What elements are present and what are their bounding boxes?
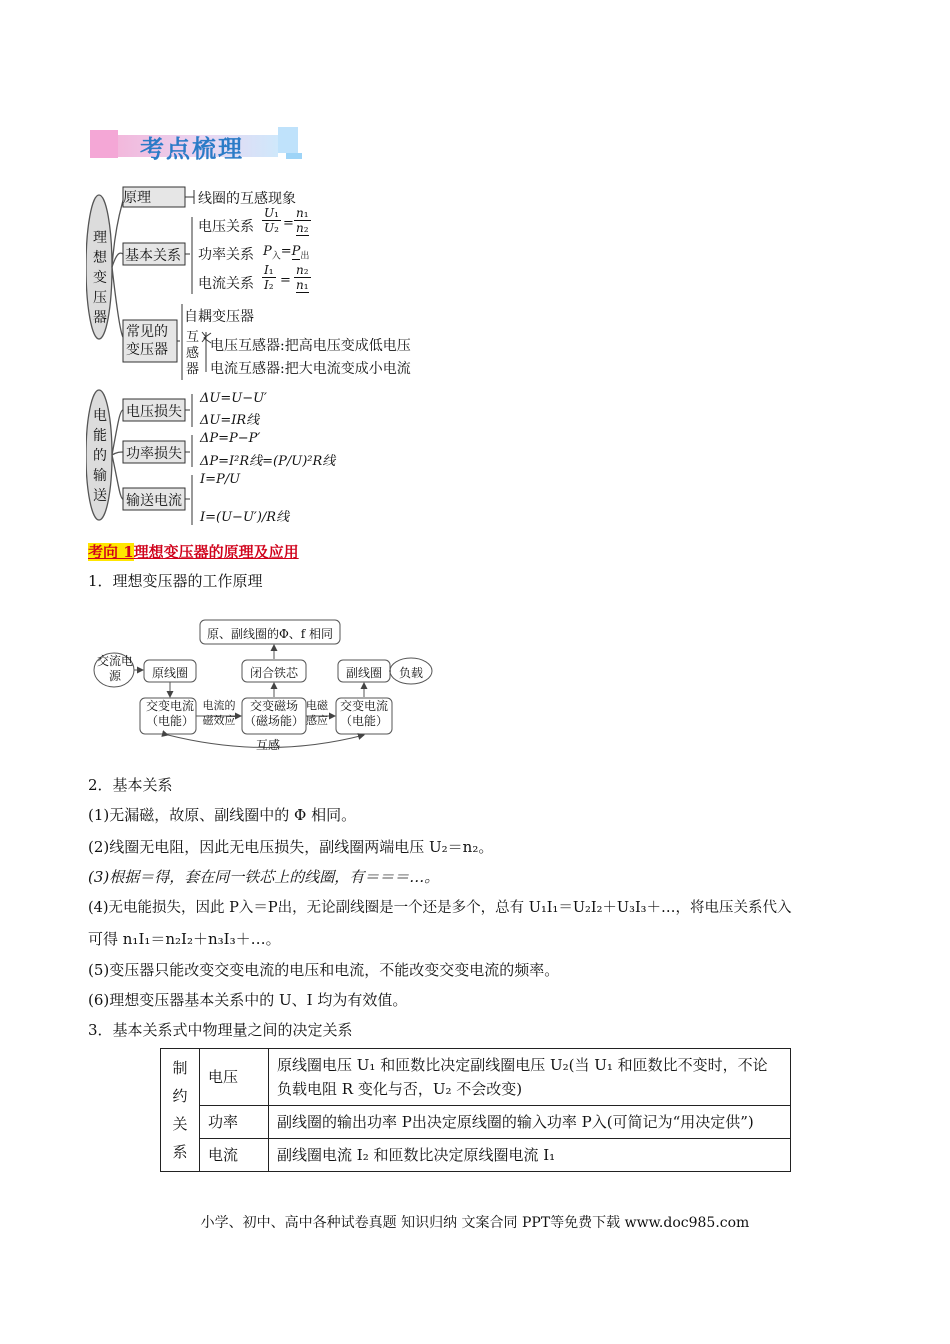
heading-banner (90, 127, 306, 161)
mm-b3-leaf1: 自耦变压器 (184, 309, 254, 325)
mm-current-ratio: n₂ n₁ (296, 263, 309, 292)
svg-text:送: 送 (93, 488, 107, 504)
mm-b2-voltage-label: 电压关系 (198, 219, 254, 235)
flow-load: 负载 (398, 666, 423, 680)
relations-table (160, 1048, 791, 1172)
para-3: 3．基本关系式中物理量之间的决定关系 (88, 1021, 353, 1039)
mm-b2: 基本关系 (125, 248, 181, 264)
mm-c2: 功率损失 (126, 446, 182, 462)
mm-b3-leaf3: 电流互感器:把大电流变成小电流 (210, 361, 411, 377)
mm-c2-f1: ΔP=P−P′ (200, 431, 261, 446)
mm-c1-f2: ΔU=IR线 (200, 413, 260, 428)
rule-4a: (4)无电能损失，因此 P入＝P出，无论副线圈是一个还是多个，总有 U₁I₁＝U₂I₂＋U₃I₃＋…，将电压关系代入 (88, 900, 792, 916)
table-key-voltage: 电压 (200, 1049, 269, 1106)
svg-text:器: 器 (93, 310, 107, 326)
flow-core: 闭合铁芯 (249, 666, 298, 680)
rule-5: (5)变压器只能改变交变电流的电压和电流，不能改变交变电流的频率。 (88, 961, 560, 979)
rule-1: (1)无漏磁，故原、副线圈中的 Φ 相同。 (88, 806, 357, 824)
svg-text:压: 压 (93, 290, 107, 306)
mm-c3-f1: I=P/U (200, 472, 241, 487)
mm-root2: 电 (93, 408, 107, 424)
flow-primary: 原线圈 (151, 666, 188, 680)
mm-b1-leaf: 线圈的互感现象 (198, 191, 296, 207)
mm-c1: 电压损失 (126, 404, 182, 420)
mm-c3: 输送电流 (126, 493, 182, 509)
table-key-current: 电流 (200, 1139, 269, 1172)
section1-title: 理想变压器的原理及应用 (133, 543, 299, 561)
para-1: 1．理想变压器的工作原理 (88, 572, 263, 590)
svg-text:的: 的 (93, 448, 107, 464)
table-val-power: 副线圈的输出功率 P出决定原线圈的输入功率 P入(可简记为“用决定供”) (269, 1106, 791, 1139)
svg-text:想: 想 (93, 250, 107, 266)
mm-b3-leaf2: 电压互感器:把高电压变成低电压 (210, 338, 411, 354)
table-val-current: 副线圈电流 I₂ 和匝数比决定原线圈电流 I₁ (269, 1139, 791, 1172)
flow-ac1: 交变电流（电能） (145, 699, 194, 728)
flow-mutual: 互感 (255, 738, 280, 752)
flow-top: 原、副线圈的Φ、f 相同 (206, 627, 334, 641)
section1-tag: 考向 1 (88, 543, 134, 561)
mm-c1-f1: ΔU=U−U′ (200, 391, 267, 406)
mm-voltage-ratio: n₁ n₂ (296, 206, 309, 235)
mm-root1: 理 (93, 230, 107, 246)
svg-text:能: 能 (93, 428, 107, 444)
flow-arrow2-label: 电磁感应 (306, 699, 328, 727)
mm-equals1: = (283, 216, 294, 231)
table-val-voltage: 原线圈电压 U₁ 和匝数比决定副线圈电压 U₂(当 U₁ 和匝数比不变时，不论负载电阻 R 变化与否，U₂ 不会改变) (269, 1049, 791, 1106)
mm-equals2: = (280, 273, 291, 288)
footer: 小学、初中、高中各种试卷真题 知识归纳 文案合同 PPT等免费下载 www.doc985.com (200, 1215, 750, 1231)
mm-b2-power-label: 功率关系 (198, 247, 254, 263)
svg-text:输: 输 (93, 468, 107, 484)
mm-b1: 原理 (123, 190, 151, 206)
rule-3: (3)根据＝得，套在同一铁芯上的线圈，有＝＝＝…。 (88, 868, 440, 886)
rule-6: (6)理想变压器基本关系中的 U、I 均为有效值。 (88, 991, 408, 1009)
flow-field: 交变磁场（磁场能） (243, 699, 304, 728)
section1-heading (88, 541, 299, 562)
flow-secondary: 副线圈 (345, 666, 382, 680)
flow-ac2: 交变电流（电能） (339, 699, 388, 728)
para-2: 2．基本关系 (88, 776, 173, 794)
mm-b2-current-label: 电流关系 (198, 276, 254, 292)
mm-power-formula: $P_入=P_出$ (263, 244, 310, 262)
mm-b3: 常见的变压器 (126, 324, 168, 358)
mm-voltage-formula: U₁ U₂ (264, 206, 279, 235)
table-key-power: 功率 (200, 1106, 269, 1139)
mm-c3-f2: I=(U−U′)/R线 (200, 510, 290, 525)
mm-c2-f2: ΔP=I²R线=(P/U)²R线 (200, 454, 336, 469)
heading-title: 考点梳理 (140, 135, 244, 163)
svg-text:变: 变 (93, 270, 107, 286)
flow-source: 交流电源 (97, 654, 134, 683)
mm-current-formula: I₁ I₂ (264, 263, 274, 292)
rule-4b: 可得 n₁I₁＝n₂I₂＋n₃I₃＋…。 (88, 930, 281, 948)
rule-2: (2)线圈无电阻，因此无电压损失，副线圈两端电压 U₂＝n₂。 (88, 838, 494, 856)
mm-b3-sub: 互感器 (186, 330, 200, 377)
table-head: 制约关系 (161, 1049, 200, 1172)
flow-arrow1-label: 电流的磁效应 (202, 699, 236, 727)
